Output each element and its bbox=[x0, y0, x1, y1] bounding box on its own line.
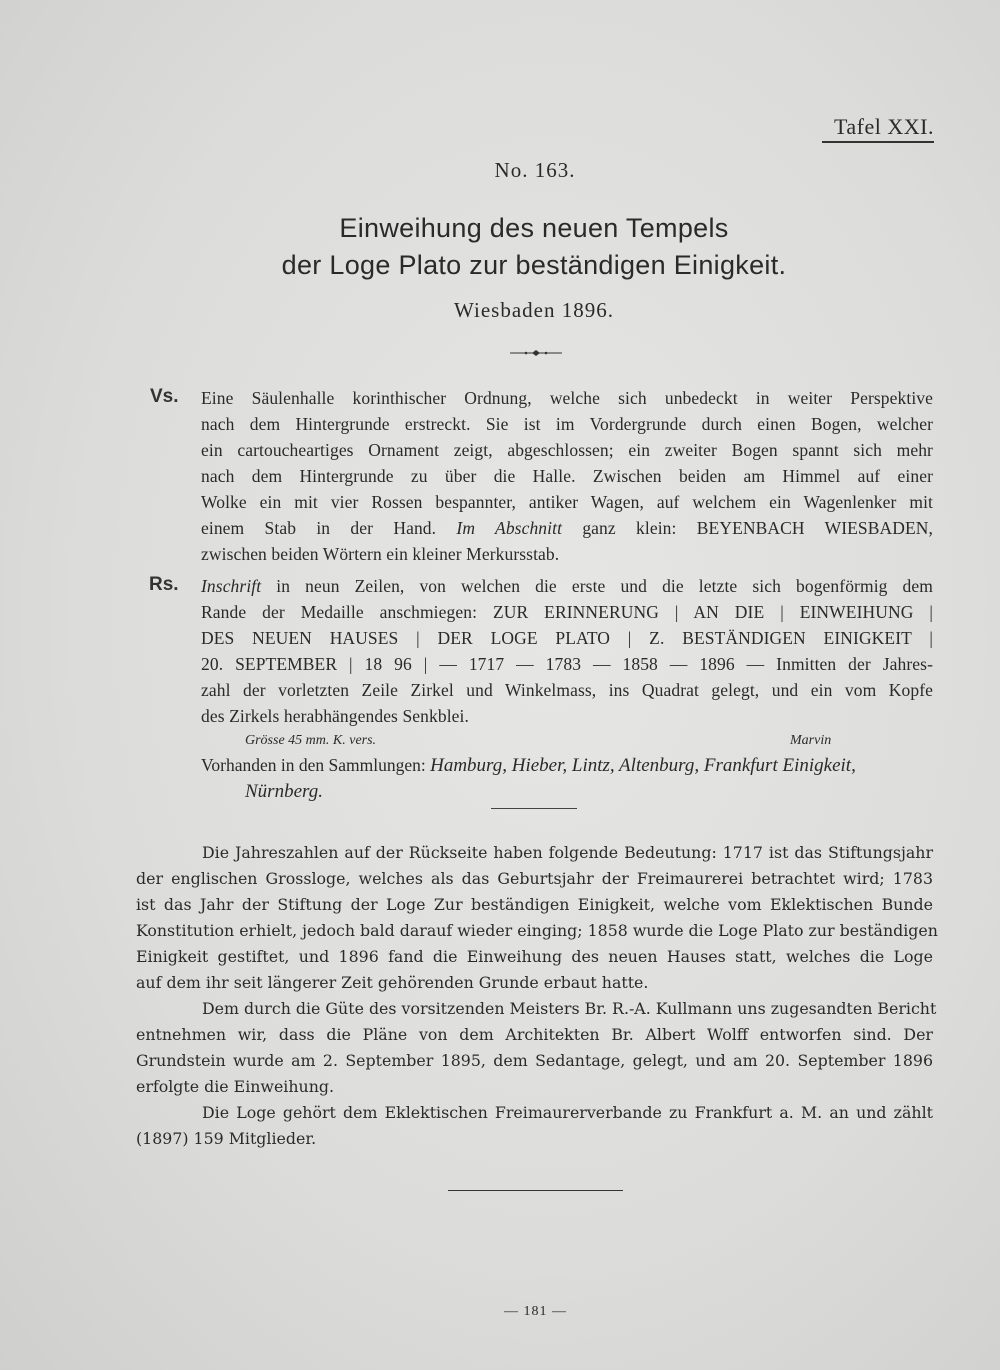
obverse-line: Eine Säulenhalle korinthischer Ordnung, welche sich unbedeckt in weiter Perspektive bbox=[201, 388, 933, 408]
commentary-line: Die Loge gehört dem Eklektischen Freimaurerverbande zu Frankfurt a. M. an und zählt bbox=[202, 1103, 933, 1122]
obverse-line: zwischen beiden Wörtern ein kleiner Merkursstab. bbox=[201, 544, 560, 564]
divider-rule bbox=[491, 808, 577, 809]
collections-label: Vorhanden in den Sammlungen: bbox=[201, 755, 426, 775]
page-title bbox=[0, 210, 1000, 284]
commentary-line: entnehmen wir, dass die Pläne von dem Architekten Br. Albert Wolff entworfen sind. Der bbox=[136, 1025, 933, 1044]
commentary bbox=[136, 840, 938, 1152]
title-line-1: Einweihung des neuen Tempels bbox=[339, 213, 729, 243]
commentary-line: (1897) 159 Mitglieder. bbox=[136, 1129, 317, 1148]
engraver-name: Marvin bbox=[790, 733, 832, 748]
obverse-line: ein cartoucheartiges Ornament zeigt, abgeschlossen; ein zweiter Bogen spannt sich mehr bbox=[201, 440, 933, 460]
plate-label: Tafel XXI. bbox=[822, 114, 934, 143]
obverse-line6-post: ganz klein: BEYENBACH WIESBADEN, bbox=[582, 518, 933, 538]
inscription-term: Inschrift bbox=[201, 576, 262, 596]
commentary-line: ist das Jahr der Stiftung der Loge Zur beständigen Einigkeit, welche vom Eklektischen Bunde bbox=[136, 895, 933, 914]
commentary-line: erfolgte die Einweihung. bbox=[136, 1077, 335, 1096]
reverse-line1-post: in neun Zeilen, von welchen die erste und die letzte sich bogenförmig dem bbox=[276, 576, 933, 596]
commentary-line: auf dem ihr seit längerer Zeit gehörenden Grunde erbaut hatte. bbox=[136, 973, 649, 992]
commentary-line: Konstitution erhielt, jedoch bald darauf wieder einging; 1858 wurde die Loge Plato zur beständigen bbox=[136, 921, 938, 940]
catalog-number: No. 163. bbox=[494, 158, 576, 182]
page-number: — 181 — bbox=[504, 1304, 567, 1319]
reverse-label: Rs. bbox=[149, 574, 179, 595]
size-spec: Grösse 45 mm. K. vers. bbox=[245, 733, 377, 748]
collections-list-cont: Nürnberg. bbox=[245, 781, 323, 802]
reverse-line: zahl der vorletzten Zeile Zirkel und Winkelmass, ins Quadrat gelegt, und ein vom Kopfe bbox=[201, 680, 933, 700]
end-rule bbox=[448, 1190, 623, 1191]
obverse-line-6 bbox=[201, 515, 933, 541]
obverse-line6-pre: einem Stab in der Hand. bbox=[201, 518, 437, 538]
collections-list: Hamburg, Hieber, Lintz, Altenburg, Frankfurt Einigkeit, bbox=[430, 755, 856, 776]
ornament-divider-icon bbox=[510, 348, 562, 358]
reverse-line: 20. SEPTEMBER | 18 96 | — 1717 — 1783 — 1858 — 1896 — Inmitten der Jahres- bbox=[201, 654, 933, 674]
obverse-label: Vs. bbox=[150, 386, 179, 407]
reverse-line: Rande der Medaille anschmiegen: ZUR ERINNERUNG | AN DIE | EINWEIHUNG | bbox=[201, 602, 933, 622]
commentary-line: Dem durch die Güte des vorsitzenden Meisters Br. R.-A. Kullmann uns zugesandten Bericht bbox=[202, 999, 937, 1018]
reverse-description bbox=[201, 573, 933, 729]
reverse-line: des Zirkels herabhängendes Senkblei. bbox=[201, 706, 469, 726]
obverse-line: nach dem Hintergrunde zu über die Halle. Zwischen beiden am Himmel auf einer bbox=[201, 466, 933, 486]
obverse-line: Wolke ein mit vier Rossen bespannter, antiker Wagen, auf welchem ein Wagenlenker mit bbox=[201, 492, 933, 512]
exergue-term: Im Abschnitt bbox=[456, 518, 563, 538]
commentary-line: Grundstein wurde am 2. September 1895, dem Sedantage, gelegt, und am 20. September 1896 bbox=[136, 1051, 933, 1070]
collections bbox=[201, 752, 933, 805]
reverse-line-1 bbox=[201, 573, 933, 599]
commentary-line: der englischen Grossloge, welches als das Geburtsjahr der Freimaurerei betrachtet wird; 1783 bbox=[136, 869, 933, 888]
commentary-line: Die Jahreszahlen auf der Rückseite haben folgende Bedeutung: 1717 ist das Stiftungsjahr bbox=[202, 843, 933, 862]
title-line-2: der Loge Plato zur beständigen Einigkeit. bbox=[281, 250, 787, 280]
obverse-description bbox=[201, 385, 933, 567]
reverse-line: DES NEUEN HAUSES | DER LOGE PLATO | Z. BESTÄNDIGEN EINIGKEIT | bbox=[201, 628, 933, 648]
obverse-line: nach dem Hintergrunde erstreckt. Sie ist im Vordergrunde durch einen Bogen, welcher bbox=[201, 414, 933, 434]
place-year: Wiesbaden 1896. bbox=[454, 298, 614, 322]
commentary-line: Einigkeit gestiftet, und 1896 fand die Einweihung des neuen Hauses statt, welches die Loge bbox=[136, 947, 933, 966]
